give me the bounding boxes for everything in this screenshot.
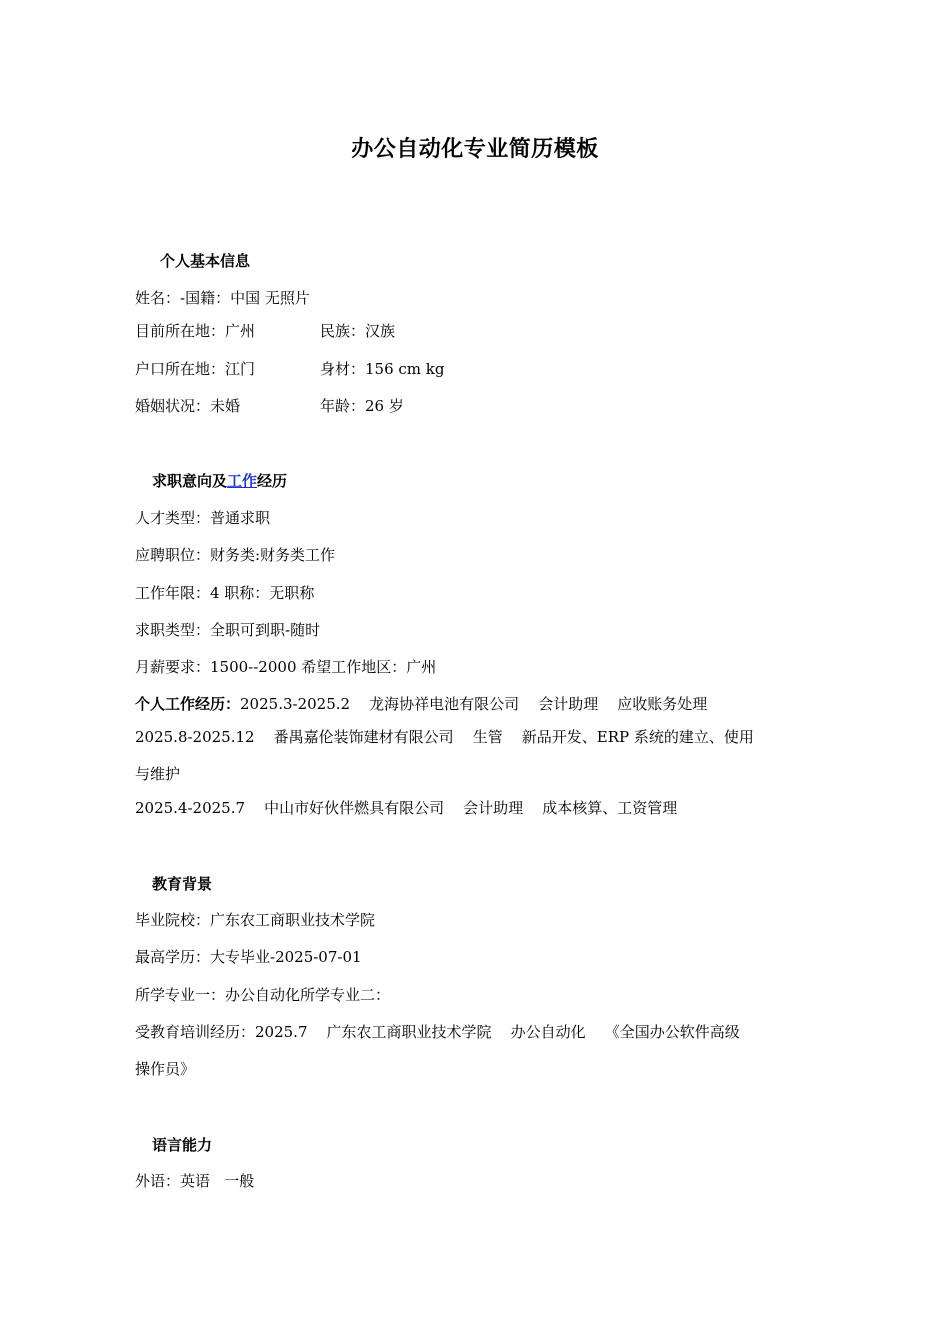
experience-2: 2025.8-2025.12 番禺嘉伦装饰建材有限公司 生管 新品开发、ERP 系统的建立、使用 [135, 728, 754, 746]
experience-label: 个人工作经历： [135, 695, 241, 713]
job-years: 工作年限：4 职称：无职称 [135, 584, 315, 602]
personal-ethnicity: 民族：汉族 [320, 322, 396, 340]
personal-row-name: 姓名：-国籍：中国 无照片 [135, 289, 310, 307]
document-title: 办公自动化专业简历模板 [351, 137, 599, 162]
experience-1: 2025.3-2025.2 龙海协祥电池有限公司 会计助理 应收账务处理 [240, 695, 708, 713]
job-salary: 月薪要求：1500--2000 希望工作地区：广州 [135, 658, 437, 676]
job-position: 应聘职位：财务类:财务类工作 [135, 546, 336, 564]
section-heading-education: 教育背景 [152, 875, 213, 893]
section-heading-job [152, 470, 287, 491]
personal-height: 身材：156 cm kg [320, 360, 445, 378]
work-link[interactable]: 工作 [227, 472, 258, 490]
job-talent-type: 人才类型：普通求职 [135, 509, 271, 527]
heading-job-prefix: 求职意向及 [152, 472, 228, 490]
heading-job-suffix: 经历 [257, 472, 288, 490]
personal-location: 目前所在地：广州 [135, 322, 256, 340]
section-heading-language: 语言能力 [152, 1136, 213, 1154]
personal-hukou: 户口所在地：江门 [135, 360, 256, 378]
experience-3: 2025.4-2025.7 中山市好伙伴燃具有限公司 会计助理 成本核算、工资管理 [135, 799, 678, 817]
edu-school: 毕业院校：广东农工商职业技术学院 [135, 911, 376, 929]
job-type: 求职类型：全职可到职-随时 [135, 621, 321, 639]
job-experience-row1 [135, 694, 707, 714]
experience-2-cont: 与维护 [135, 765, 181, 783]
personal-marital: 婚姻状况：未婚 [135, 397, 241, 415]
edu-training: 受教育培训经历：2025.7 广东农工商职业技术学院 办公自动化 《全国办公软件高级 [135, 1023, 740, 1041]
edu-degree: 最高学历：大专毕业-2025-07-01 [135, 948, 362, 966]
personal-age: 年龄：26 岁 [320, 397, 404, 415]
edu-training-cont: 操作员》 [135, 1060, 196, 1078]
edu-major: 所学专业一：办公自动化所学专业二： [135, 986, 391, 1004]
language-foreign: 外语：英语 一般 [135, 1172, 255, 1190]
section-heading-personal: 个人基本信息 [160, 252, 251, 270]
